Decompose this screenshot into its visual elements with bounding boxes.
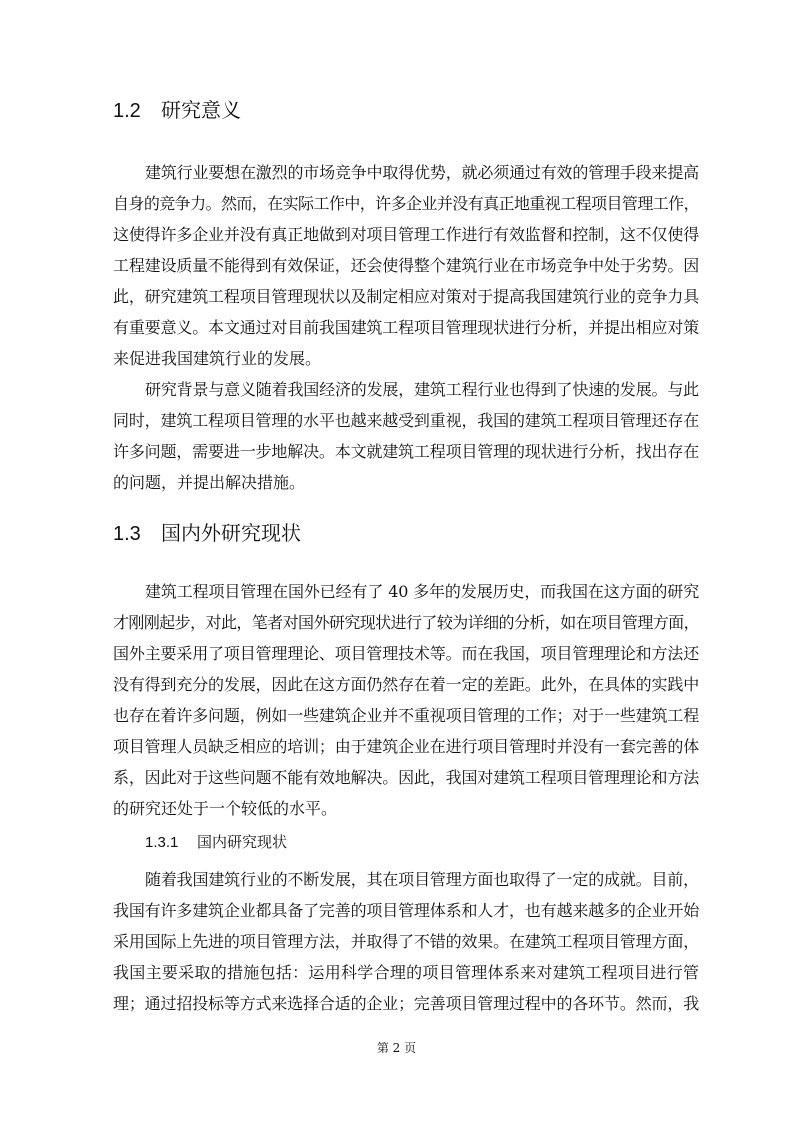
text-line: 国外主要采用了项目管理理论、项目管理技术等。而在我国，项目管理理论和方法还 (113, 644, 699, 663)
page-number: 第 2 页 (376, 1041, 417, 1055)
text-line: 许多问题，需要进一步地解决。本文就建筑工程项目管理的现状进行分析，找出存在 (113, 442, 699, 461)
subsection-number: 1.3.1 (145, 834, 179, 851)
text-line: 采用国际上先进的项目管理方法，并取得了不错的效果。在建筑工程项目管理方面， (113, 932, 699, 951)
text-line: 这使得许多企业并没有真正地做到对项目管理工作进行有效监督和控制，这不仅使得 (113, 225, 699, 244)
paragraph (113, 576, 699, 824)
text-line: 自身的竞争力。然而，在实际工作中，许多企业并没有真正地重视工程项目管理工作， (113, 194, 699, 213)
paragraph (113, 374, 699, 498)
text-line: 此，研究建筑工程项目管理现状以及制定相应对策对于提高我国建筑行业的竞争力具 (113, 287, 699, 306)
text-line: 研究背景与意义随着我国经济的发展，建筑工程行业也得到了快速的发展。与此 (145, 380, 699, 399)
text-line: 项目管理人员缺乏相应的培训；由于建筑企业在进行项目管理时并没有一套完善的体 (113, 737, 699, 756)
text-line: 才刚刚起步，对此，笔者对国外研究现状进行了较为详细的分析，如在项目管理方面， (113, 613, 699, 632)
section-number: 1.2 (113, 100, 141, 122)
section-heading-1-2 (113, 99, 241, 123)
subsection-title: 国内研究现状 (197, 834, 288, 851)
text-line: 工程建设质量不能得到有效保证，还会使得整个建筑行业在市场竞争中处于劣势。因 (113, 256, 699, 275)
text-line: 也存在着许多问题，例如一些建筑企业并不重视项目管理的工作；对于一些建筑工程 (113, 706, 699, 725)
text-line: 同时，建筑工程项目管理的水平也越来越受到重视，我国的建筑工程项目管理还存在 (113, 411, 699, 430)
text-line: 来促进我国建筑行业的发展。 (113, 349, 322, 368)
text-line: 我国主要采取的措施包括：运用科学合理的项目管理体系来对建筑工程项目进行管 (113, 963, 699, 982)
section-heading-1-3 (113, 522, 301, 546)
text-line: 随着我国建筑行业的不断发展，其在项目管理方面也取得了一定的成就。目前， (145, 870, 699, 889)
text-line: 建筑工程项目管理在国外已经有了 40 多年的发展历史，而我国在这方面的研究 (145, 582, 699, 601)
text-line: 我国有许多建筑企业都具备了完善的项目管理体系和人才，也有越来越多的企业开始 (113, 901, 699, 920)
subsection-heading-1-3-1 (145, 833, 287, 853)
text-line: 系，因此对于这些问题不能有效地解决。因此，我国对建筑工程项目管理理论和方法 (113, 768, 699, 787)
text-line: 建筑行业要想在激烈的市场竞争中取得优势，就必须通过有效的管理手段来提高 (145, 163, 699, 182)
section-number: 1.3 (113, 523, 141, 545)
section-title: 研究意义 (161, 100, 241, 122)
paragraph (113, 157, 699, 374)
text-line: 的问题，并提出解决措施。 (113, 473, 306, 492)
text-line: 有重要意义。本文通过对目前我国建筑工程项目管理现状进行分析，并提出相应对策 (113, 318, 699, 337)
section-title: 国内外研究现状 (161, 523, 301, 545)
text-line: 的研究还处于一个较低的水平。 (113, 799, 338, 818)
paragraph (113, 864, 699, 1019)
text-line: 理；通过招投标等方式来选择合适的企业；完善项目管理过程中的各环节。然而，我 (113, 994, 699, 1013)
text-line: 没有得到充分的发展，因此在这方面仍然存在着一定的差距。此外，在具体的实践中 (113, 675, 699, 694)
